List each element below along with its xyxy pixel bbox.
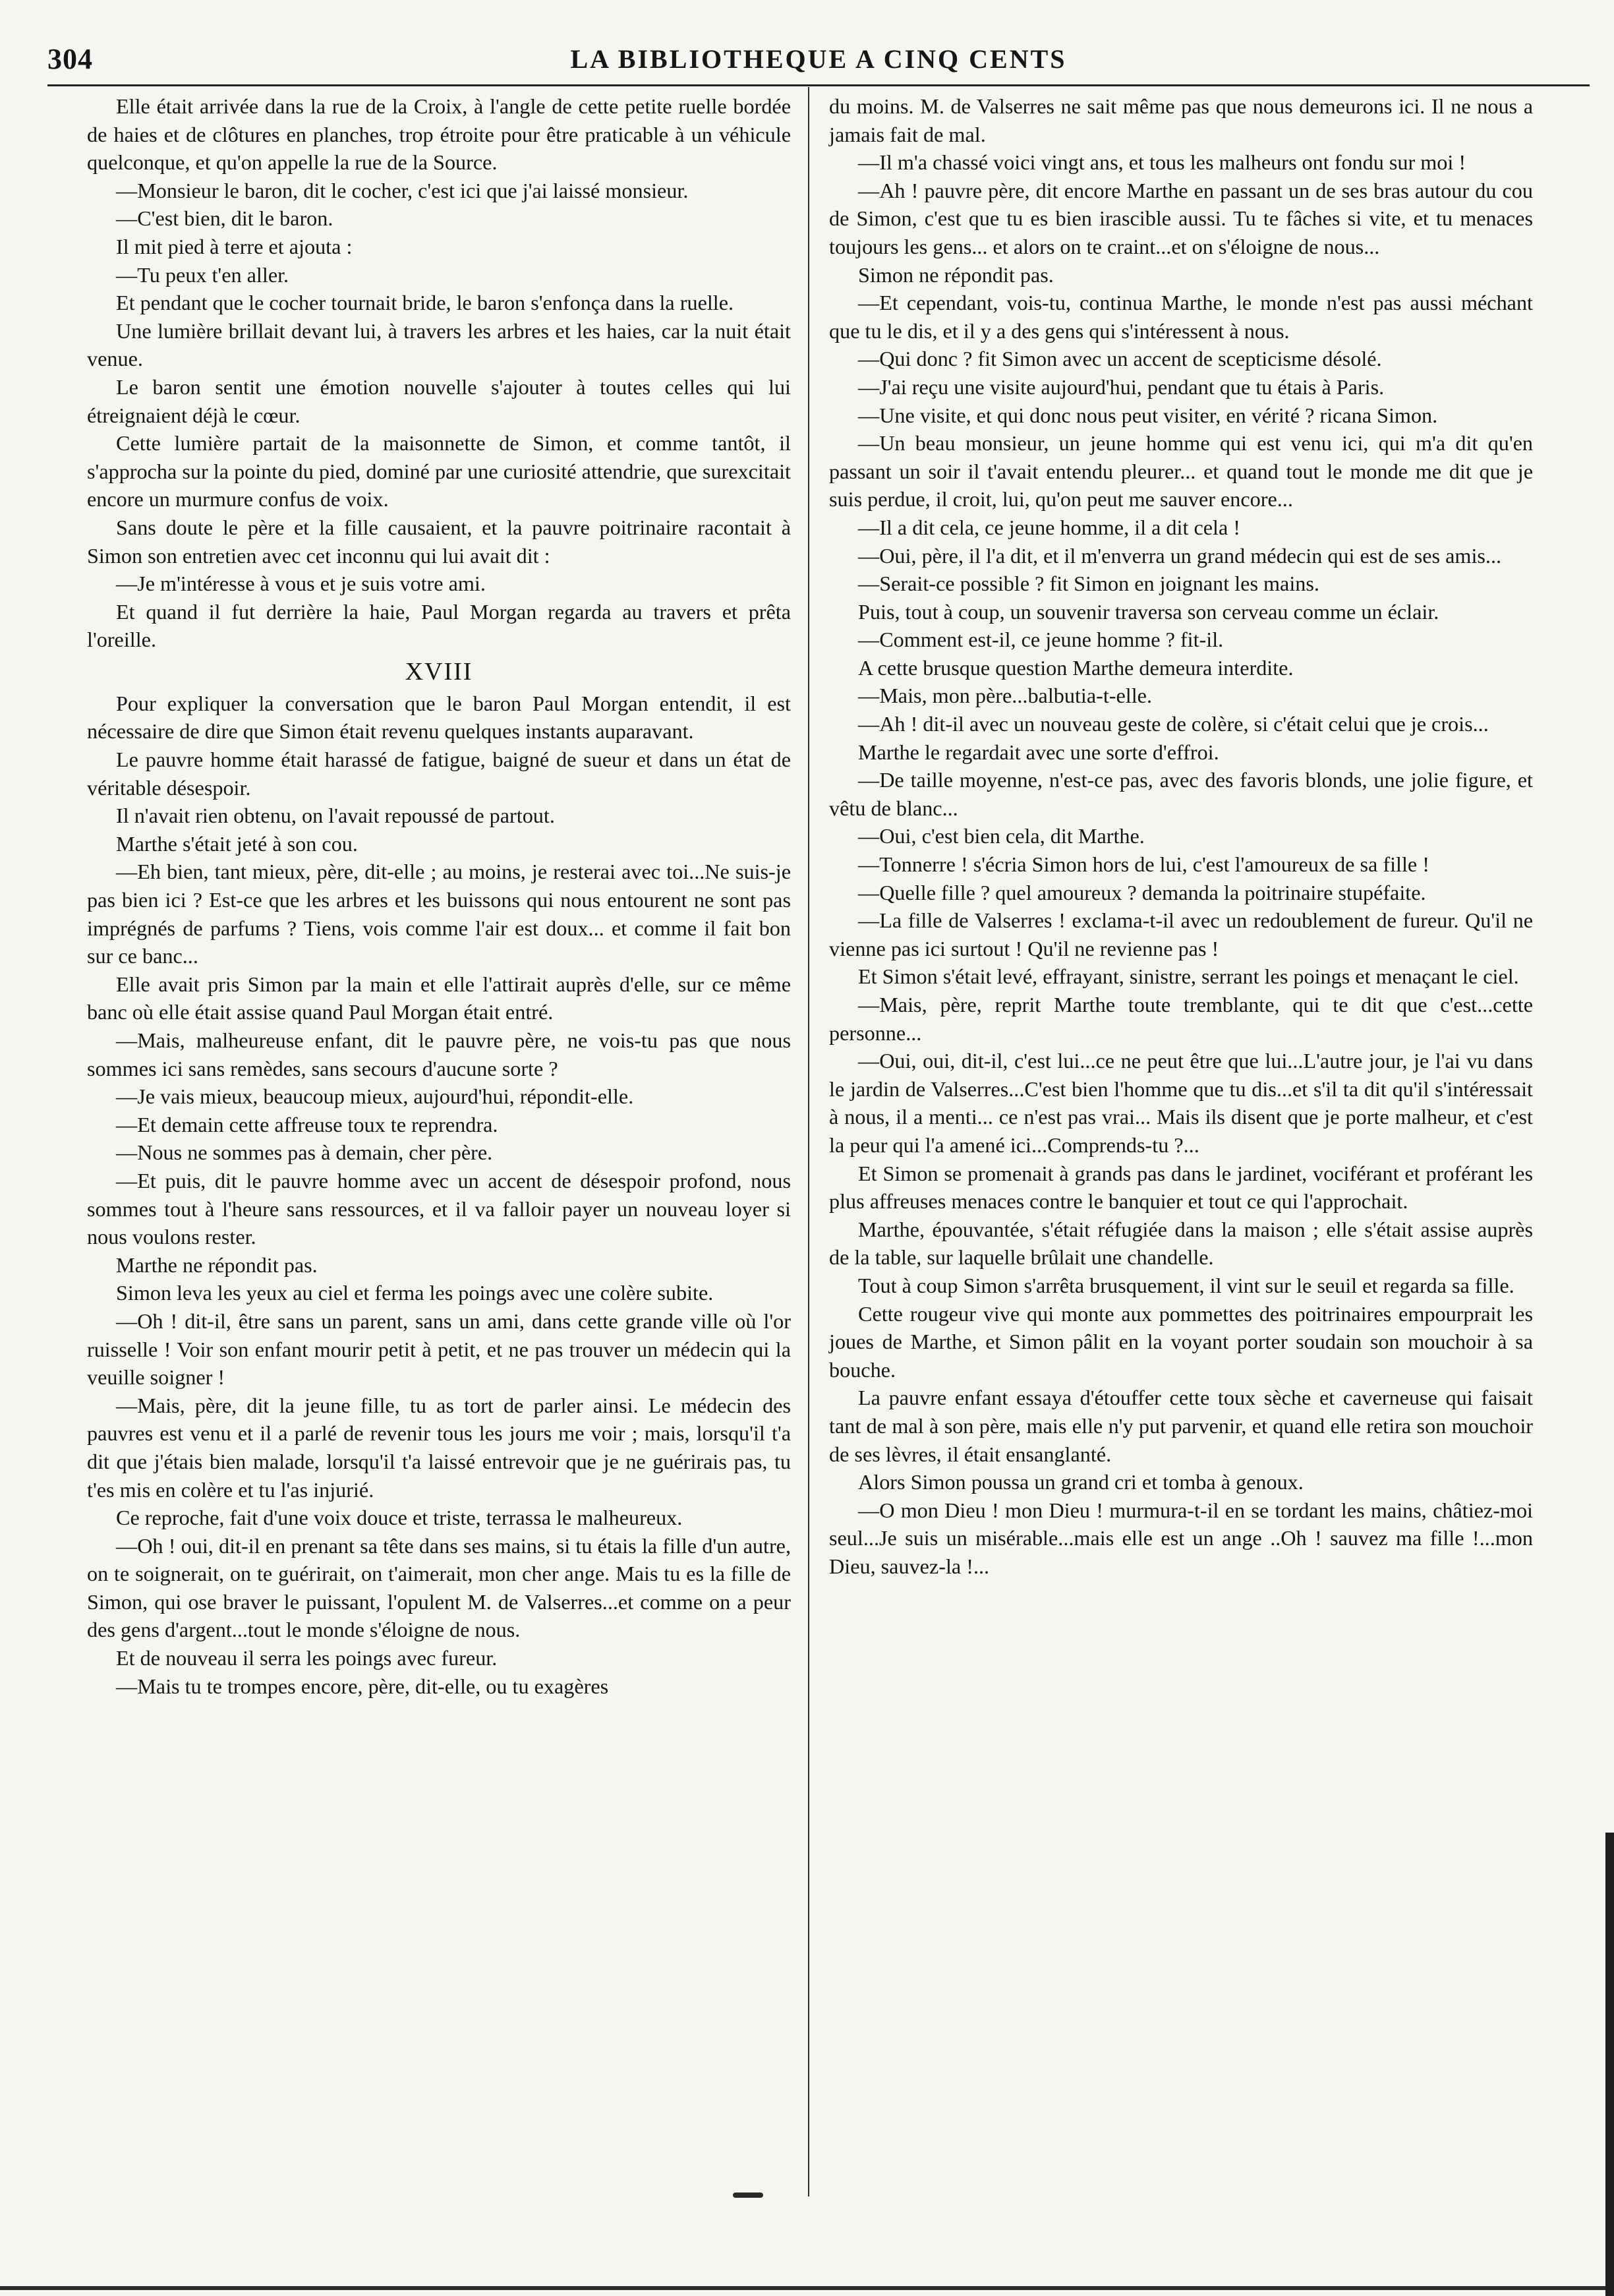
paragraph: Cette lumière partait de la maisonnette de Simon, et comme tantôt, il s'approcha sur la pointe du pied, dominé par une curiosité attendrie, que surexcitait encore un murmure confus de voix. bbox=[87, 431, 791, 512]
chapter-heading: XVIII bbox=[405, 657, 473, 686]
paragraph: Pour expliquer la conversation que le baron Paul Morgan entendit, il est nécessaire de dire que Simon était revenu quelques instants auparavant. bbox=[87, 691, 791, 744]
paragraph: Simon leva les yeux au ciel et ferma les poings avec une colère subite. bbox=[116, 1281, 714, 1305]
paragraph: du moins. M. de Valserres ne sait même pas que nous demeurons ici. Il ne nous a jamais fait de mal. bbox=[829, 94, 1533, 146]
paragraph: Puis, tout à coup, un souvenir traversa son cerveau comme un éclair. bbox=[858, 599, 1439, 624]
paragraph: Une lumière brillait devant lui, à travers les arbres et les haies, car la nuit était venue. bbox=[87, 318, 791, 371]
paragraph: Et Simon se promenait à grands pas dans le jardinet, vociférant et proférant les plus affreuses menaces contre le banquier et tout ce qui l'approchait. bbox=[829, 1161, 1533, 1214]
paragraph: —Oh ! oui, dit-il en prenant sa tête dans ses mains, si tu étais la fille d'un autre, on te soignerait, on te guérirait, on t'aimerait, mon cher ange. Mais tu es la fille de Simon, qui ose braver le puissant, l'opulent M. de Valserres...et comme on a peur des gens d'argent...tout le monde s'éloigne de nous. bbox=[87, 1533, 791, 1642]
paragraph: —Je m'intéresse à vous et je suis votre ami. bbox=[116, 572, 486, 596]
page-header bbox=[47, 38, 1590, 86]
paragraph: —Il a dit cela, ce jeune homme, il a dit cela ! bbox=[858, 515, 1241, 539]
footer-ornament bbox=[733, 2193, 763, 2198]
paragraph: —Oui, oui, dit-il, c'est lui...ce ne peut être que lui...L'autre jour, je l'ai vu dans le jardin de Valserres...C'est bien l'homme que tu dis...et s'il ta dit qu'il s'intéressait à nous, il a menti... ce n'est pas vrai... Mais ils disent que je porte malheur, et c'est la peur qui l'a amené ici...Comprends-tu ?... bbox=[829, 1049, 1533, 1157]
paragraph: Alors Simon poussa un grand cri et tomba à genoux. bbox=[858, 1470, 1304, 1494]
paragraph: —La fille de Valserres ! exclama-t-il avec un redoublement de fureur. Qu'il ne vienne pas ici surtout ! Qu'il ne revienne pas ! bbox=[829, 908, 1533, 960]
left-column bbox=[87, 92, 791, 1700]
left-column-paragraphs bbox=[87, 92, 791, 654]
paragraph: —Eh bien, tant mieux, père, dit-elle ; au moins, je resterai avec toi...Ne suis-je pas bien ici ? Est-ce que les arbres et les buissons qui nous entourent ne sont pas imprégnés de parfums ? Tiens, vois comme l'air est doux... et comme il fait bon sur ce banc... bbox=[87, 860, 791, 968]
paragraph: Et pendant que le cocher tournait bride, le baron s'enfonça dans la ruelle. bbox=[116, 291, 734, 315]
left-column-paragraphs-after-heading bbox=[87, 690, 791, 1700]
paragraph: —Ah ! dit-il avec un nouveau geste de colère, si c'était celui que je crois... bbox=[858, 712, 1489, 736]
paragraph: Marthe le regardait avec une sorte d'effroi. bbox=[858, 740, 1219, 764]
paragraph: —Mais, père, reprit Marthe toute tremblante, qui te dit que c'est...cette personne... bbox=[829, 993, 1533, 1045]
paragraph: —Je vais mieux, beaucoup mieux, aujourd'hui, répondit-elle. bbox=[116, 1084, 634, 1109]
paragraph: —Mais, mon père...balbutia-t-elle. bbox=[858, 684, 1153, 708]
paragraph: Il n'avait rien obtenu, on l'avait repoussé de partout. bbox=[116, 804, 555, 828]
paragraph: —Oui, père, il l'a dit, et il m'enverra un grand médecin qui est de ses amis... bbox=[858, 543, 1502, 568]
paragraph: —Et puis, dit le pauvre homme avec un accent de désespoir profond, nous sommes tout à l'heure sans ressources, et il va falloir payer un nouveau loyer si nous voulons rester. bbox=[87, 1168, 791, 1249]
paragraph: Elle avait pris Simon par la main et elle l'attirait auprès d'elle, sur ce même banc où elle était assise quand Paul Morgan était entré. bbox=[87, 972, 791, 1024]
paragraph: Sans doute le père et la fille causaient, et la pauvre poitrinaire racontait à Simon son entretien avec cet inconnu qui lui avait dit : bbox=[87, 515, 791, 568]
paragraph: —Monsieur le baron, dit le cocher, c'est ici que j'ai laissé monsieur. bbox=[116, 178, 689, 202]
paragraph: —C'est bien, dit le baron. bbox=[116, 206, 333, 231]
paragraph: Il mit pied à terre et ajouta : bbox=[116, 234, 353, 258]
paragraph: —Mais tu te trompes encore, père, dit-elle, ou tu exagères bbox=[116, 1674, 609, 1698]
paragraph: —Et demain cette affreuse toux te reprendra. bbox=[116, 1112, 498, 1136]
paragraph: —Un beau monsieur, un jeune homme qui est venu ici, qui m'a dit qu'en passant un soir il t'avait entendu pleurer... et quand tout le monde me dit que je suis perdue, il croit, lui, qu'on peut me sauver encore... bbox=[829, 431, 1533, 512]
paragraph: Marthe ne répondit pas. bbox=[116, 1252, 318, 1277]
paragraph: La pauvre enfant essaya d'étouffer cette toux sèche et caverneuse qui faisait tant de mal à son père, mais elle n'y put parvenir, et quand elle retira son mouchoir de ses lèvres, il était ensanglanté. bbox=[829, 1386, 1533, 1466]
paragraph: —Quelle fille ? quel amoureux ? demanda la poitrinaire stupéfaite. bbox=[858, 880, 1426, 904]
paragraph: Le pauvre homme était harassé de fatigue, baigné de sueur et dans un état de véritable désespoir. bbox=[87, 748, 791, 800]
paragraph: —Mais, malheureuse enfant, dit le pauvre père, ne vois-tu pas que nous sommes ici sans remèdes, sans secours d'aucune sorte ? bbox=[87, 1028, 791, 1080]
paragraph: —Ah ! pauvre père, dit encore Marthe en passant un de ses bras autour du cou de Simon, c'est que tu es bien irascible aussi. Tu te fâches si vite, et tu menaces toujours les gens... et alors on te craint...et on s'éloigne de nous... bbox=[829, 178, 1533, 258]
paragraph: —Serait-ce possible ? fit Simon en joignant les mains. bbox=[858, 572, 1319, 596]
paragraph: Tout à coup Simon s'arrêta brusquement, il vint sur le seuil et regarda sa fille. bbox=[858, 1273, 1514, 1297]
paragraph: —Et cependant, vois-tu, continua Marthe, le monde n'est pas aussi méchant que tu le dis, et il y a des gens qui s'intéressent à nous. bbox=[829, 291, 1533, 343]
paragraph: —Tu peux t'en aller. bbox=[116, 262, 289, 287]
page-number: 304 bbox=[47, 43, 93, 75]
paragraph: —De taille moyenne, n'est-ce pas, avec des favoris blonds, une jolie figure, et vêtu de blanc... bbox=[829, 768, 1533, 820]
paragraph: —Il m'a chassé voici vingt ans, et tous les malheurs ont fondu sur moi ! bbox=[858, 150, 1466, 175]
column-divider bbox=[808, 87, 809, 2196]
paragraph: —Tonnerre ! s'écria Simon hors de lui, c'est l'amoureux de sa fille ! bbox=[858, 852, 1429, 877]
paragraph: Et Simon s'était levé, effrayant, sinistre, serrant les poings et menaçant le ciel. bbox=[858, 964, 1519, 989]
paragraph: —Qui donc ? fit Simon avec un accent de scepticisme désolé. bbox=[858, 347, 1382, 371]
paragraph: —J'ai reçu une visite aujourd'hui, pendant que tu étais à Paris. bbox=[858, 374, 1385, 399]
right-column-paragraphs bbox=[829, 92, 1533, 1580]
paragraph: —O mon Dieu ! mon Dieu ! murmura-t-il en se tordant les mains, châtiez-moi seul...Je suis un misérable...mais elle est un ange ..Oh ! sauvez ma fille !...mon Dieu, sauvez-la !... bbox=[829, 1498, 1533, 1578]
paragraph: Elle était arrivée dans la rue de la Croix, à l'angle de cette petite ruelle bordée de haies et de clôtures en planches, trop étroite pour être praticable à un véhicule quelconque, et qu'on appelle la rue de la Source. bbox=[87, 94, 791, 175]
paragraph: Ce reproche, fait d'une voix douce et triste, terrassa le malheureux. bbox=[116, 1506, 683, 1530]
right-column bbox=[829, 92, 1533, 1580]
bottom-border bbox=[0, 2286, 1614, 2290]
paragraph: Simon ne répondit pas. bbox=[858, 262, 1054, 287]
paragraph: —Une visite, et qui donc nous peut visiter, en vérité ? ricana Simon. bbox=[858, 403, 1438, 427]
paragraph: —Oui, c'est bien cela, dit Marthe. bbox=[858, 824, 1145, 848]
paragraph: Cette rougeur vive qui monte aux pommettes des poitrinaires empourprait les joues de Marthe, et Simon pâlit en la voyant porter soudain son mouchoir à sa bouche. bbox=[829, 1301, 1533, 1382]
paragraph: —Mais, père, dit la jeune fille, tu as tort de parler ainsi. Le médecin des pauvres est venu et il a parlé de revenir tous les jours me voir ; mais, lorsqu'il t'a dit que j'étais bien malade, lorsqu'il t'a laissé entrevoir que je ne guérirais pas, tu t'es mis en colère et tu l'as injurié. bbox=[87, 1393, 791, 1502]
paragraph: Et quand il fut derrière la haie, Paul Morgan regarda au travers et prêta l'oreille. bbox=[87, 599, 791, 652]
paragraph: —Oh ! dit-il, être sans un parent, sans un ami, dans cette grande ville où l'or ruisselle ! Voir son enfant mourir petit à petit, et ne pas trouver un médecin qui la veuille soigner ! bbox=[87, 1309, 791, 1390]
paragraph: —Nous ne sommes pas à demain, cher père. bbox=[116, 1140, 493, 1165]
paragraph: Marthe, épouvantée, s'était réfugiée dans la maison ; elle s'était assise auprès de la table, sur laquelle brûlait une chandelle. bbox=[829, 1217, 1533, 1270]
paragraph: Et de nouveau il serra les poings avec fureur. bbox=[116, 1646, 498, 1670]
paragraph: A cette brusque question Marthe demeura interdite. bbox=[858, 655, 1294, 680]
paragraph: Marthe s'était jeté à son cou. bbox=[116, 831, 358, 856]
page-edge-shadow bbox=[1605, 1833, 1614, 2296]
running-title: LA BIBLIOTHEQUE A CINQ CENTS bbox=[570, 44, 1067, 74]
paragraph: —Comment est-il, ce jeune homme ? fit-il. bbox=[858, 628, 1224, 652]
paragraph: Le baron sentit une émotion nouvelle s'ajouter à toutes celles qui lui étreignaient déjà le cœur. bbox=[87, 374, 791, 427]
